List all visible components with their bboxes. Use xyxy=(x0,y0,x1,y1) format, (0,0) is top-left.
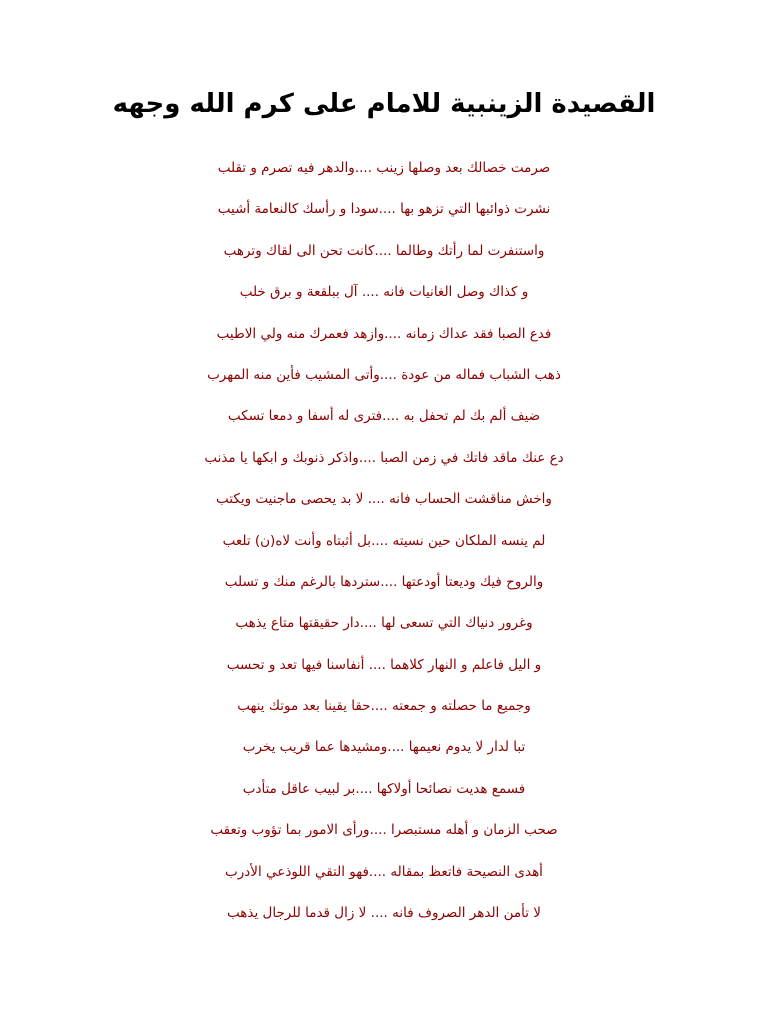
poem-verse: نشرت ذوائبها التي تزهو بها ....سودا و رأسك كالنعامة أشيب xyxy=(217,201,551,218)
poem-verse: والروح فيك وديعتا أودعتها ....ستردها بالرغم منك و تسلب xyxy=(224,573,544,590)
poem-verse: أهدى النصيحة فاتعظ بمقاله ....فهو التقي اللوذعي الأدرب xyxy=(225,863,543,880)
poem-verses xyxy=(0,148,768,934)
poem-title: القصيدة الزينبية للامام على كرم الله وجهه xyxy=(112,89,656,119)
poem-verse: صحب الزمان و أهله مستبصرا ....ورأى الامور بما تؤوب وتعقب xyxy=(210,822,558,839)
poem-verse: صرمت خصالك بعد وصلها زينب ....والدهر فيه تصرم و تقلب xyxy=(217,160,551,176)
poem-verse: ذهب الشباب فماله من عودة ....وأتى المشيب فأين منه المهرب xyxy=(207,366,561,383)
poem-verse: وغرور دنياك التي تسعى لها ....دار حقيقتها متاع يذهب xyxy=(235,615,533,632)
poem-verse: فسمع هديت نصائحا أولاكها ....بر لبيب عاقل متأدب xyxy=(242,780,526,797)
poem-verse: فدع الصبا فقد عداك زمانه ....وازهد فعمرك منه ولي الاطيب xyxy=(216,325,552,342)
poem-verse: ضيف ألم بك لم تحفل به ....فترى له أسفا و دمعا تسكب xyxy=(227,408,541,425)
poem-verse: لم ينسه الملكان حين نسيته ....بل أثبتاه وأنت لاه(ن) تلعب xyxy=(222,532,546,549)
poem-verse: و اليل فاعلم و النهار كلاهما .... أنفاسنا فيها تعد و تحسب xyxy=(226,656,542,673)
poem-verse: وجميع ما حصلته و جمعته ....حقا يقينا بعد موتك ينهب xyxy=(237,698,531,715)
poem-verse: لا تأمن الدهر الصروف فانه .... لا زال قدما للرجال يذهب xyxy=(227,905,541,922)
poem-verse: و كذاك وصل الغانيات فانه .... آل ببلقعة و برق خلب xyxy=(239,284,529,301)
poem-verse: واخش مناقشت الحساب فانه .... لا بد يحصى ماجنيت ويكتب xyxy=(216,491,552,508)
poem-verse: تبا لدار لا يدوم نعيمها ....ومشيدها عما قريب يخرب xyxy=(242,739,526,756)
poem-verse: واستنفرت لما رأتك وطالما ....كانت تحن الى لقاك وترهب xyxy=(223,242,545,259)
poem-verse: دع عنك ماقد فاتك في زمن الصبا ....واذكر ذنوبك و ابكها يا مذنب xyxy=(204,449,564,466)
